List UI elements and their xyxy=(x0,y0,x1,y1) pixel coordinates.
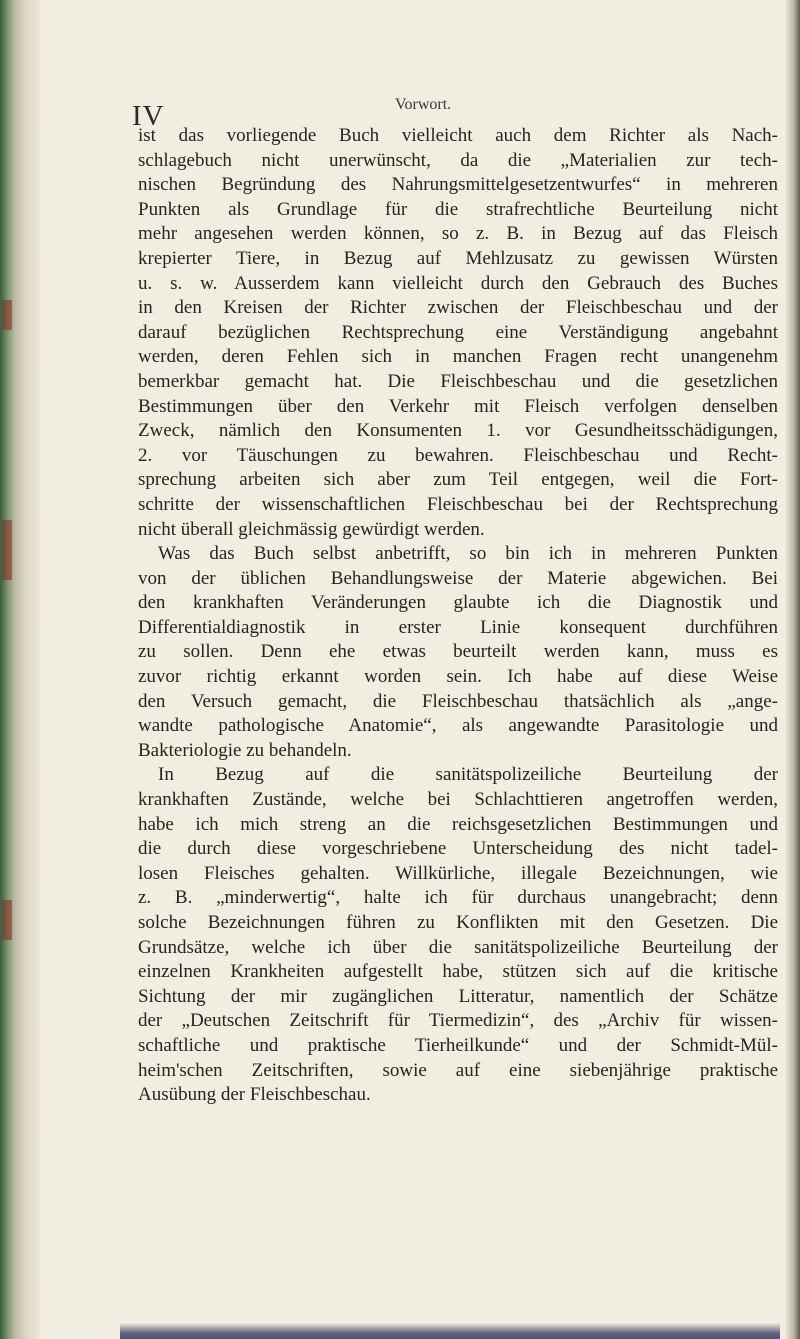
text-line: einzelnen Krankheiten aufgestellt habe, stützen sich auf die kritische xyxy=(138,961,778,983)
text-line: in den Kreisen der Richter zwischen der Fleischbeschau und der xyxy=(138,297,778,319)
text-line: krankhaften Zustände, welche bei Schlachttieren angetroffen werden, xyxy=(138,789,778,811)
page-number: IV xyxy=(132,100,165,132)
binding-stain xyxy=(2,300,12,330)
text-line: schritte der wissenschaftlichen Fleischbeschau bei der Rechtsprechung xyxy=(138,493,778,515)
book-binding-edge xyxy=(0,0,40,1339)
text-line: krepierter Tiere, in Bezug auf Mehlzusatz zu gewissen Würsten xyxy=(138,247,778,269)
page-right-edge xyxy=(786,0,800,1339)
text-line: werden, deren Fehlen sich in manchen Fragen recht unangenehm xyxy=(138,346,778,368)
text-line: wandte pathologische Anatomie“, als angewandte Parasitologie und xyxy=(138,715,778,737)
text-line: Punkten als Grundlage für die strafrechtliche Beurteilung nicht xyxy=(138,198,778,220)
text-line: Differentialdiagnostik in erster Linie konsequent durchführen xyxy=(138,616,778,638)
text-line: den krankhaften Veränderungen glaubte ich die Diagnostik und xyxy=(138,592,778,614)
text-line: sprechung arbeiten sich aber zum Teil entgegen, weil die Fort- xyxy=(138,469,778,491)
text-line: den Versuch gemacht, die Fleischbeschau thatsächlich als „ange- xyxy=(138,690,778,712)
text-line: u. s. w. Ausserdem kann vielleicht durch den Gebrauch des Buches xyxy=(138,272,778,294)
text-line: Was das Buch selbst anbetrifft, so bin ich in mehreren Punkten xyxy=(158,543,778,565)
text-line: zu sollen. Denn ehe etwas beurteilt werden kann, muss es xyxy=(138,641,778,663)
text-line: die durch diese vorgeschriebene Unterscheidung des nicht tadel- xyxy=(138,838,778,860)
text-line: Ausübung der Fleischbeschau. xyxy=(138,1084,371,1106)
text-line: losen Fleisches gehalten. Willkürliche, illegale Bezeichnungen, wie xyxy=(138,862,778,884)
text-line: von der üblichen Behandlungsweise der Materie abgewichen. Bei xyxy=(138,567,778,589)
text-line: Sichtung der mir zugänglichen Litteratur, namentlich der Schätze xyxy=(138,985,778,1007)
text-line: schlagebuch nicht unerwünscht, da die „Materialien zur tech- xyxy=(138,149,778,171)
text-line: nicht überall gleichmässig gewürdigt werden. xyxy=(138,518,485,540)
text-line: Grundsätze, welche ich über die sanitätspolizeiliche Beurteilung der xyxy=(138,936,778,958)
page-bottom-edge xyxy=(120,1323,780,1339)
text-line: Bakteriologie zu behandeln. xyxy=(138,739,352,761)
text-line: bemerkbar gemacht hat. Die Fleischbeschau und die gesetzlichen xyxy=(138,370,778,392)
text-line: 2. vor Täuschungen zu bewahren. Fleischbeschau und Recht- xyxy=(138,444,778,466)
text-line: heim'schen Zeitschriften, sowie auf eine siebenjährige praktische xyxy=(138,1059,778,1081)
binding-stain xyxy=(2,520,12,580)
text-line: zuvor richtig erkannt worden sein. Ich habe auf diese Weise xyxy=(138,666,778,688)
text-line: der „Deutschen Zeitschrift für Tiermedizin“, des „Archiv für wissen- xyxy=(138,1010,778,1032)
text-line: nischen Begründung des Nahrungsmittelgesetzentwurfes“ in mehreren xyxy=(138,174,778,196)
text-line: mehr angesehen werden können, so z. B. in Bezug auf das Fleisch xyxy=(138,223,778,245)
text-line: Zweck, nämlich den Konsumenten 1. vor Gesundheitsschädigungen, xyxy=(138,420,778,442)
text-line: solche Bezeichnungen führen zu Konflikten mit den Gesetzen. Die xyxy=(138,912,778,933)
text-line: Bestimmungen über den Verkehr mit Fleisch verfolgen denselben xyxy=(138,395,778,417)
text-line: darauf bezüglichen Rechtsprechung eine Verständigung angebahnt xyxy=(138,321,778,343)
text-line: habe ich mich streng an die reichsgesetzlichen Bestimmungen und xyxy=(138,813,778,835)
text-line: z. B. „minderwertig“, halte ich für durchaus unangebracht; denn xyxy=(138,887,778,909)
text-line: In Bezug auf die sanitätspolizeiliche Beurteilung der xyxy=(158,764,778,786)
binding-stain xyxy=(2,900,12,940)
text-line: schaftliche und praktische Tierheilkunde“ und der Schmidt-Mül- xyxy=(138,1034,778,1056)
running-head: Vorwort. xyxy=(395,96,452,113)
text-line: ist das vorliegende Buch vielleicht auch dem Richter als Nach- xyxy=(138,125,778,146)
body-text xyxy=(138,124,778,1108)
